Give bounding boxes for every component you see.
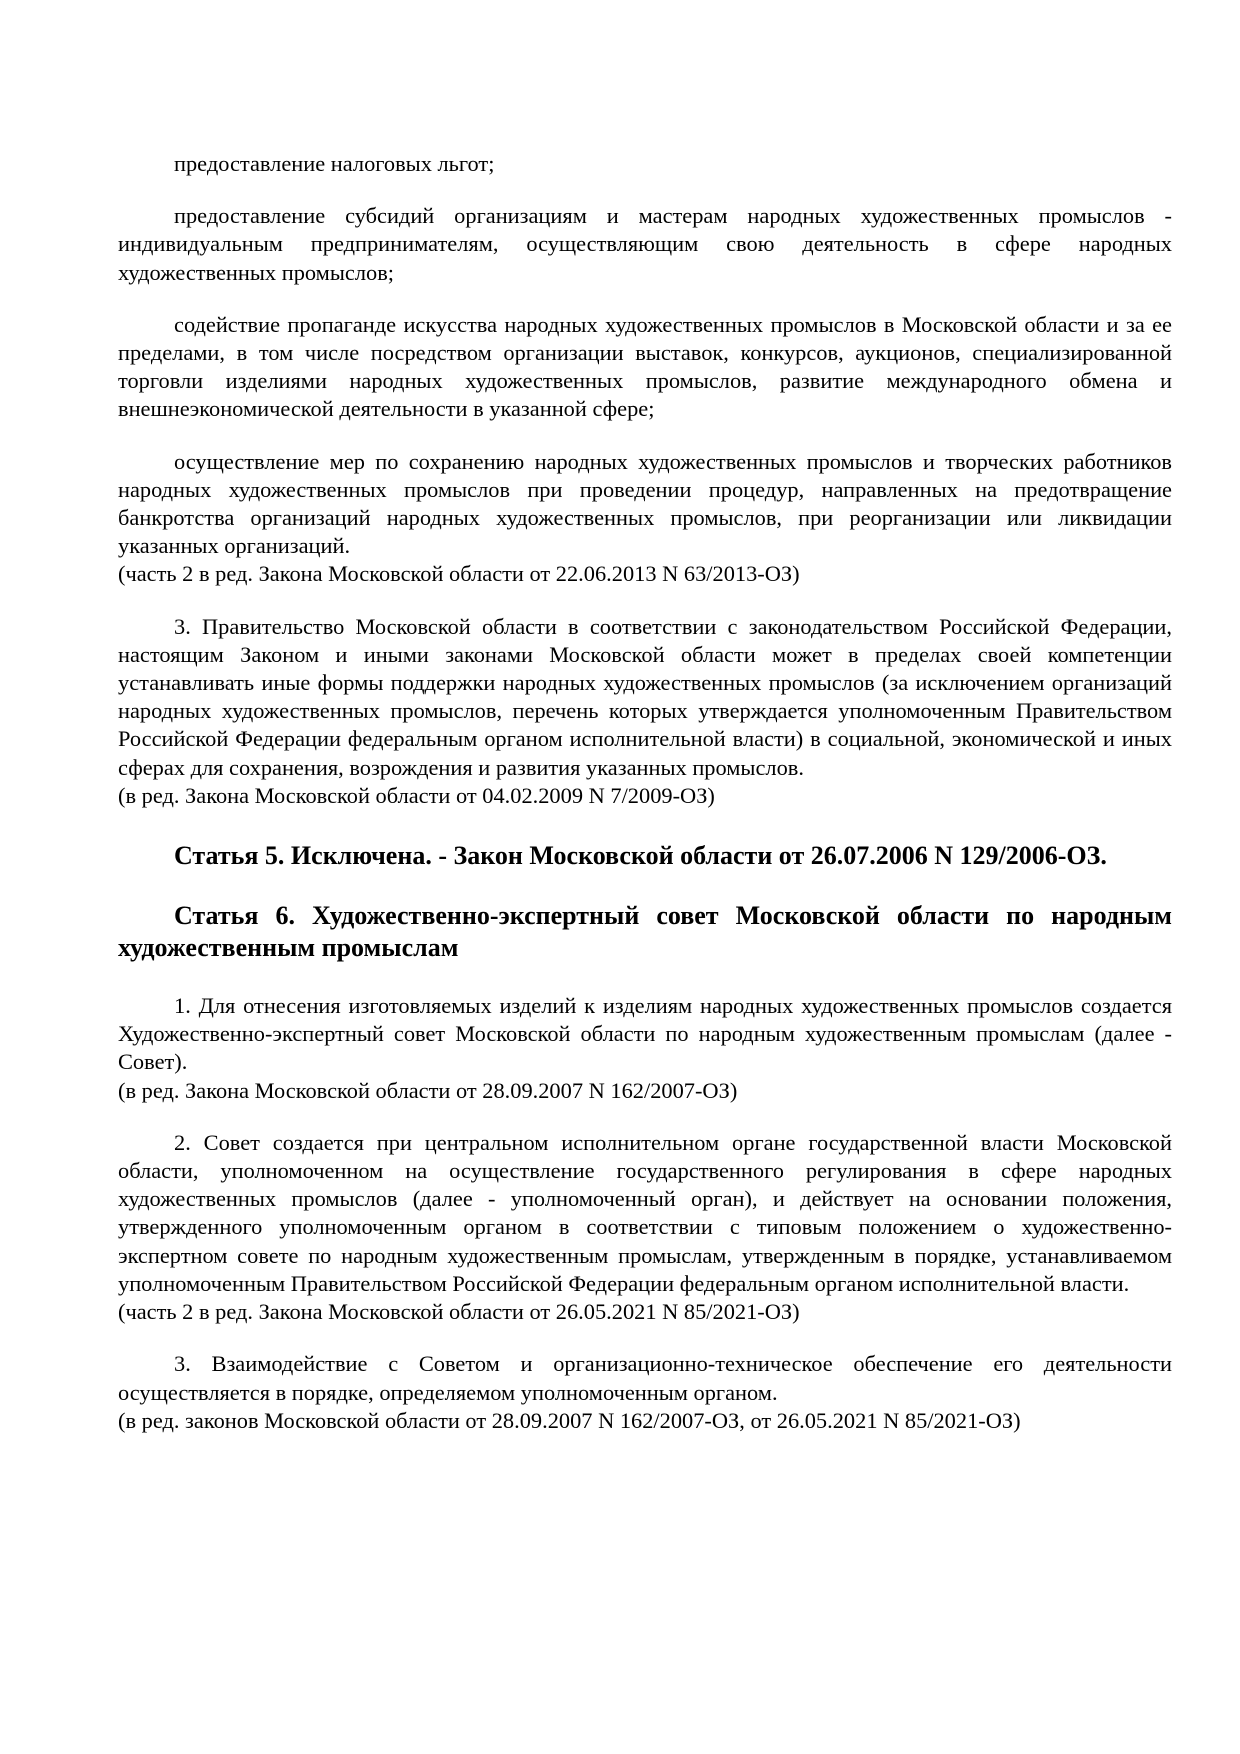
article-6-paragraph-2: 2. Совет создается при центральном исполнительном органе государственной власти Московской области, уполномоченном на осуществление государственного регулирования в сфере народных художественных промыслов (далее - уполномоченный орган), и действует на основании положения, утвержденного уполномоченным органом в соответствии с типовым положением о художественно-экспертном совете по народным художественным промыслам, утвержденным в порядке, устанавливаемом уполномоченным Правительством Российской Федерации федеральным органом исполнительной власти. [118,1129,1172,1296]
paragraph-tax-benefits: предоставление налоговых льгот; [174,151,495,176]
paragraph-promotion: содействие пропаганде искусства народных художественных промыслов в Московской области и за ее пределами, в том числе посредством организации выставок, конкурсов, аукционов, специализированной торговли изделиями народных художественных промыслов, развитие международного обмена и внешнеэкономической деятельности в указанной сфере; [118,311,1172,422]
amendment-note: (в ред. законов Московской области от 28.09.2007 N 162/2007-ОЗ, от 26.05.2021 N 85/2021-ОЗ) [118,1407,1021,1433]
amendment-note: (в ред. Закона Московской области от 04.02.2009 N 7/2009-ОЗ) [118,782,715,808]
article-6-heading: Статья 6. Художественно-экспертный совет Московской области по народным художественным промыслам [118,901,1172,963]
paragraph-government-support: 3. Правительство Московской области в соответствии с законодательством Российской Федерации, настоящим Законом и иными законами Московской области может в пределах своей компетенции устанавливать иные формы поддержки народных художественных промыслов (за исключением организаций народных художественных промыслов, перечень которых утверждается уполномоченным Правительством Российской Федерации федеральным органом исполнительной власти) в социальной, экономической и иных сферах для сохранения, возрождения и развития указанных промыслов. [118,613,1172,780]
amendment-note: (часть 2 в ред. Закона Московской области от 26.05.2021 N 85/2021-ОЗ) [118,1299,800,1325]
amendment-note: (часть 2 в ред. Закона Московской области от 22.06.2013 N 63/2013-ОЗ) [118,561,800,587]
article-6-paragraph-1: 1. Для отнесения изготовляемых изделий к изделиям народных художественных промыслов создается Художественно-экспертный совет Московской области по народным художественным промыслам (далее - Совет). [118,993,1172,1075]
article-6-paragraph-3: 3. Взаимодействие с Советом и организационно-техническое обеспечение его деятельности осуществляется в порядке, определяемом уполномоченным органом. [118,1351,1172,1405]
paragraph-subsidies: предоставление субсидий организациям и мастерам народных художественных промыслов - индивидуальным предпринимателям, осуществляющим свою деятельность в сфере народных художественных промыслов; [118,203,1172,285]
paragraph-preservation-measures: осуществление мер по сохранению народных художественных промыслов и творческих работников народных художественных промыслов при проведении процедур, направленных на предотвращение банкротства организаций народных художественных промыслов, при реорганизации или ликвидации указанных организаций. [118,448,1172,559]
document-page [118,150,1172,1435]
amendment-note: (в ред. Закона Московской области от 28.09.2007 N 162/2007-ОЗ) [118,1077,738,1103]
article-5-heading: Статья 5. Исключена. - Закон Московской области от 26.07.2006 N 129/2006-ОЗ. [174,841,1107,871]
